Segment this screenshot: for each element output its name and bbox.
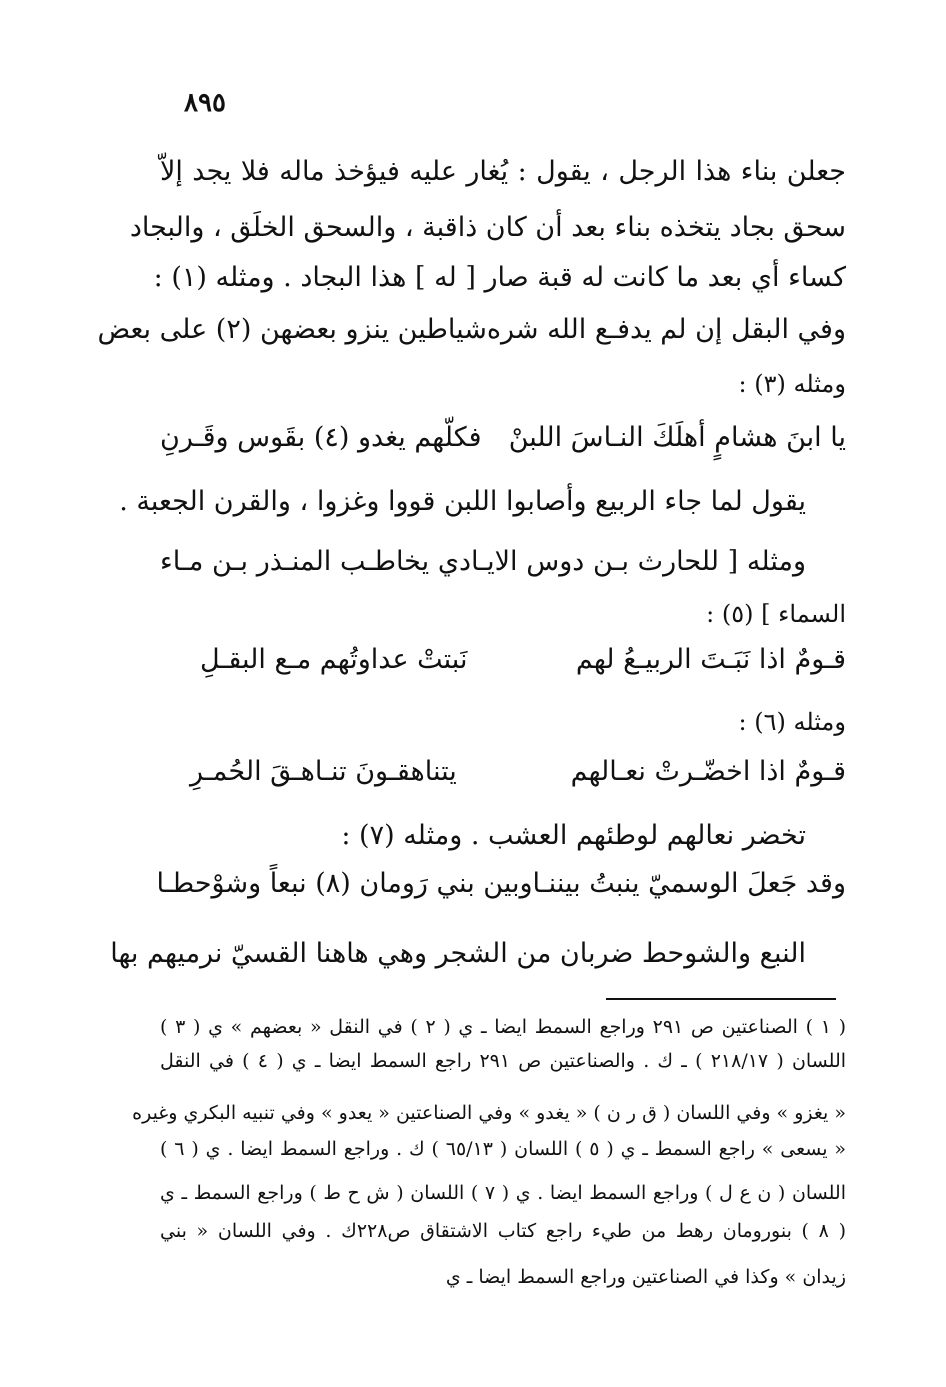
verse-hemistich-right: وقد جَعلَ الوسميّ ينبتُ بيننـا: [532, 868, 846, 899]
text-line: سحق بجاد يتخذه بناء بعد أن كان ذاقبة ، والسحق الخلَق ، والبجاد: [129, 212, 846, 243]
text-line: جعلن بناء هذا الرجل ، يقول : يُغار عليه فيؤخذ ماله فلا يجد إلاّ: [160, 156, 846, 187]
footnote-line: ( ١ ) الصناعتين ص ٢٩١ وراجع السمط ايضا ـ ي ( ٢ ) في النقل « بعضهم » ي ( ٣ ): [160, 1016, 846, 1038]
text-line: كساء أي بعد ما كانت له قبة صار [ له ] هذا البجاد . ومثله (١) :: [153, 262, 846, 293]
text-line: يقول لما جاء الربيع وأصابوا اللبن قووا وغزوا ، والقرن الجعبة .: [119, 486, 806, 517]
text-line: تخضر نعالهم لوطئهم العشب . ومثله (٧) :: [341, 820, 806, 851]
verse-hemistich-right: قـومٌ اذا نَبَـتَ الربيـعُ لهم: [575, 644, 846, 675]
page-number: ٨٩٥: [184, 88, 226, 118]
text-line: ومثله [ للحارث بـن دوس الايـادي يخاطـب المنـذر بـن مـاء: [160, 546, 806, 577]
verse-line: [200, 640, 846, 680]
footnote-separator: [606, 998, 836, 1000]
footnote-line: « يسعى » راجع السمط ـ ي ( ٥ ) اللسان ( ٦٥/١٣ ) ك . وراجع السمط ايضا . ي ( ٦ ): [160, 1138, 846, 1160]
verse-hemistich-left: نَبتتْ عداوتُهم مـع البقـلِ: [200, 644, 468, 675]
text-line: النبع والشوحط ضربان من الشجر وهي هاهنا القسيّ نرميهم بها: [110, 938, 806, 969]
verse-hemistich-left: يتناهقـونَ تنـاهـقَ الحُمـرِ: [190, 756, 457, 787]
verse-line: [97, 310, 846, 350]
verse-hemistich-left: شياطين ينزو بعضهن (٢) على بعض: [97, 314, 487, 345]
footnote-line: ( ٨ ) بنورومان رهط من طيء راجع كتاب الاشتقاق ص٢٢٨ك . وفي اللسان « بني: [160, 1220, 847, 1242]
text-line: ومثله (٣) :: [738, 370, 846, 398]
verse-line: [156, 864, 846, 904]
footnote-line: اللسان ( ٢١٨/١٧ ) ـ ك . والصناعتين ص ٢٩١ راجع السمط ايضا ـ ي ( ٤ ) في النقل: [160, 1050, 847, 1072]
verse-hemistich-right: وفي البقل إن لم يدفـع الله شره: [486, 314, 846, 345]
text-line: ومثله (٦) :: [738, 708, 846, 736]
verse-line: [190, 752, 846, 792]
verse-line: [160, 418, 846, 458]
footnote-line: زيدان » وكذا في الصناعتين وراجع السمط ايضا ـ ي: [445, 1266, 846, 1288]
verse-hemistich-right: يا ابنَ هشامٍ أهلَكَ النـاسَ اللبنْ: [508, 422, 846, 453]
text-line: السماء ] (٥) :: [706, 600, 846, 628]
footnote-line: اللسان ( ن ع ل ) وراجع السمط ايضا . ي ( ٧ ) اللسان ( ش ح ط ) وراجع السمط ـ ي: [160, 1182, 846, 1204]
verse-hemistich-left: وبين بني رَومان (٨) نبعاً وشوْحطـا: [156, 868, 533, 899]
verse-hemistich-right: قـومٌ اذا اخضّـرتْ نعـالهم: [570, 756, 846, 787]
footnote-line: « يغزو » وفي اللسان ( ق ر ن ) « يغدو » وفي الصناعتين « يعدو » وفي تنبيه البكري وغيره: [132, 1102, 846, 1124]
verse-hemistich-left: فكلّهم يغدو (٤) بقَوس وقَـرنِ: [160, 422, 482, 453]
